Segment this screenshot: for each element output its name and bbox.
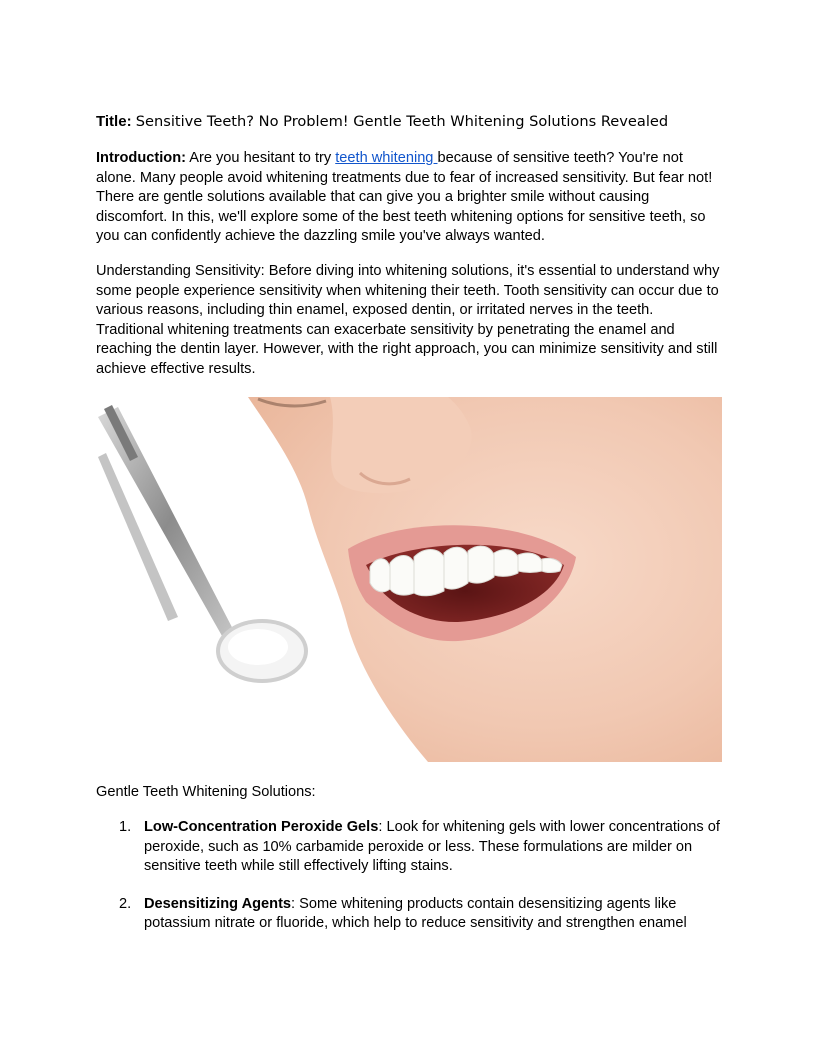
intro-text-after-link: because of sensitive teeth? You're not alone. Many people avoid whitening treatments due to fear of increased sensitivity. But fear not! There are gentle solutions available that can give you a brighter smile without causing discomfort. In this, we'll explore some of the best teeth whitening options for sensitive teeth, so you can confidently achieve the dazzling smile you've always wanted.	[96, 150, 713, 244]
intro-label: Introduction:	[96, 150, 186, 166]
list-item	[96, 895, 721, 934]
introduction-paragraph	[96, 149, 721, 247]
list-item-number: 2.	[119, 895, 132, 912]
list-item-title: Desensitizing Agents	[144, 895, 292, 912]
teeth-whitening-link[interactable]: teeth whitening	[335, 150, 438, 166]
list-item	[96, 818, 721, 877]
document-title	[96, 112, 668, 132]
solutions-list	[96, 818, 721, 952]
understanding-sensitivity-paragraph: Understanding Sensitivity: Before diving into whitening solutions, it's essential to understand why some people experience sensitivity when whitening their teeth. Tooth sensitivity can occur due to various reasons, including thin enamel, exposed dentin, or irritated nerves in the teeth. Traditional whitening treatments can exacerbate sensitivity by penetrating the enamel and reaching the dentin layer. However, with the right approach, you can minimize sensitivity and still achieve effective results.	[96, 263, 720, 377]
smile-photo	[98, 397, 722, 762]
title-label: Title:	[96, 113, 132, 130]
title-text: Sensitive Teeth? No Problem! Gentle Teeth Whitening Solutions Revealed	[135, 113, 669, 130]
list-item-number: 1.	[119, 819, 132, 835]
list-item-title: Low-Concentration Peroxide Gels	[144, 819, 379, 835]
list-item-text: : Some whitening products contain desensitizing agents like potassium nitrate or fluoride, which help to reduce sensitivity and strengthen enamel	[144, 895, 687, 931]
solutions-heading: Gentle Teeth Whitening Solutions:	[96, 784, 316, 800]
list-item-text: : Look for whitening gels with lower concentrations of peroxide, such as 10% carbamide peroxide or less. These formulations are milder on sensitive teeth while still effectively lifting stains.	[144, 819, 720, 874]
intro-text-before-link: Are you hesitant to try	[185, 150, 336, 166]
